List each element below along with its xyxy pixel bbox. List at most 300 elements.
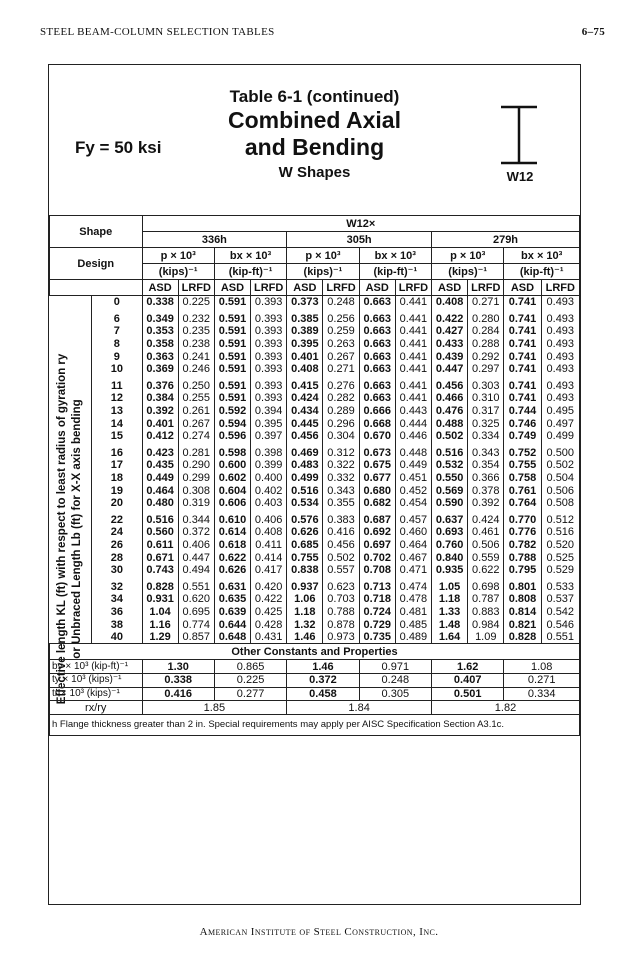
value-cell: 0.828 <box>142 580 178 593</box>
constant-value: 0.501 <box>432 687 504 701</box>
value-cell: 0.422 <box>251 593 287 606</box>
value-cell: 0.384 <box>142 392 178 405</box>
value-cell: 0.500 <box>541 447 579 460</box>
lrfd-header: LRFD <box>468 280 504 296</box>
unit-bx-header: (kip-ft)⁻¹ <box>214 264 286 280</box>
value-cell: 0.322 <box>323 459 359 472</box>
rx-ry-value: 1.85 <box>142 701 287 715</box>
value-cell: 0.713 <box>359 580 395 593</box>
value-cell: 0.411 <box>251 539 287 552</box>
value-cell: 0.648 <box>214 631 250 644</box>
weight-header: 279h <box>432 232 580 248</box>
value-cell: 0.729 <box>359 618 395 631</box>
table-subtitle: W Shapes <box>278 164 351 181</box>
label-gutter <box>50 539 92 552</box>
value-cell: 0.591 <box>214 296 250 309</box>
asd-header: ASD <box>359 280 395 296</box>
value-cell: 0.424 <box>287 392 323 405</box>
value-cell: 0.288 <box>468 338 504 351</box>
value-cell: 0.741 <box>504 392 541 405</box>
param-bx-header: bx × 10³ <box>359 248 431 264</box>
value-cell: 0.366 <box>468 472 504 485</box>
value-cell: 0.456 <box>323 539 359 552</box>
value-cell: 0.677 <box>359 472 395 485</box>
value-cell: 0.312 <box>323 447 359 460</box>
value-cell: 0.441 <box>395 350 431 363</box>
value-cell: 0.626 <box>287 526 323 539</box>
label-gutter <box>50 514 92 527</box>
value-cell: 0.427 <box>432 325 468 338</box>
value-cell: 0.590 <box>432 497 468 510</box>
effective-length-cell: 22 <box>92 514 142 527</box>
value-cell: 0.443 <box>395 405 431 418</box>
table-row <box>50 417 580 430</box>
label-gutter <box>50 472 92 485</box>
value-cell: 0.840 <box>432 551 468 564</box>
design-header: Design <box>50 248 143 280</box>
unit-p-header: (kips)⁻¹ <box>142 264 214 280</box>
value-cell: 0.594 <box>214 417 250 430</box>
value-cell: 0.376 <box>142 380 178 393</box>
vertical-label-line1: Effective length KL (ft) with respect to least radius of gyration ry <box>56 353 68 705</box>
value-cell: 0.516 <box>432 447 468 460</box>
table-row <box>50 447 580 460</box>
value-cell: 0.591 <box>214 392 250 405</box>
value-cell: 0.560 <box>142 526 178 539</box>
value-cell: 0.622 <box>468 564 504 577</box>
value-cell: 0.610 <box>214 514 250 527</box>
table-row <box>50 618 580 631</box>
value-cell: 0.414 <box>251 551 287 564</box>
label-gutter <box>50 296 92 309</box>
value-cell: 0.828 <box>504 631 541 644</box>
value-cell: 0.525 <box>541 551 579 564</box>
value-cell: 1.05 <box>432 580 468 593</box>
value-cell: 0.504 <box>541 472 579 485</box>
value-cell: 0.393 <box>251 338 287 351</box>
other-constants-heading: Other Constants and Properties <box>50 644 580 660</box>
lrfd-header: LRFD <box>395 280 431 296</box>
value-cell: 0.392 <box>468 497 504 510</box>
value-cell: 0.423 <box>142 447 178 460</box>
blank-header <box>50 280 143 296</box>
value-cell: 0.393 <box>251 296 287 309</box>
value-cell: 0.770 <box>504 514 541 527</box>
value-cell: 0.397 <box>251 430 287 443</box>
effective-length-cell: 14 <box>92 417 142 430</box>
effective-length-cell: 19 <box>92 484 142 497</box>
table-footnote: h Flange thickness greater than 2 in. Special requirements may apply per AISC Specification Section A3.1c. <box>50 714 580 735</box>
effective-length-cell: 20 <box>92 497 142 510</box>
constant-value: 0.416 <box>142 687 214 701</box>
constant-label: tr × 10³ (kips)⁻¹ <box>50 687 143 701</box>
value-cell: 0.304 <box>323 430 359 443</box>
value-cell: 0.447 <box>432 363 468 376</box>
weight-header: 305h <box>287 232 432 248</box>
value-cell: 0.935 <box>432 564 468 577</box>
value-cell: 0.383 <box>323 514 359 527</box>
value-cell: 0.623 <box>323 580 359 593</box>
value-cell: 1.06 <box>287 593 323 606</box>
value-cell: 0.452 <box>395 484 431 497</box>
value-cell: 0.506 <box>541 484 579 497</box>
value-cell: 0.776 <box>504 526 541 539</box>
value-cell: 0.502 <box>541 459 579 472</box>
value-cell: 0.493 <box>541 363 579 376</box>
label-gutter <box>50 430 92 443</box>
value-cell: 0.449 <box>395 459 431 472</box>
value-cell: 0.755 <box>504 459 541 472</box>
table-row <box>50 593 580 606</box>
constant-value: 0.334 <box>504 687 580 701</box>
value-cell: 0.529 <box>541 564 579 577</box>
value-cell: 0.433 <box>432 338 468 351</box>
table-row <box>50 313 580 326</box>
value-cell: 0.801 <box>504 580 541 593</box>
table-row <box>50 363 580 376</box>
value-cell: 0.685 <box>287 539 323 552</box>
value-cell: 0.476 <box>432 405 468 418</box>
value-cell: 0.493 <box>541 380 579 393</box>
value-cell: 0.752 <box>504 447 541 460</box>
value-cell: 0.460 <box>395 526 431 539</box>
table-row <box>50 631 580 644</box>
value-cell: 0.282 <box>323 392 359 405</box>
value-cell: 0.551 <box>541 631 579 644</box>
asd-header: ASD <box>142 280 178 296</box>
label-gutter <box>50 313 92 326</box>
value-cell: 0.441 <box>395 338 431 351</box>
value-cell: 1.32 <box>287 618 323 631</box>
value-cell: 0.444 <box>395 417 431 430</box>
value-cell: 0.596 <box>214 430 250 443</box>
constant-value: 0.225 <box>214 674 286 688</box>
value-cell: 0.319 <box>178 497 214 510</box>
value-cell: 0.395 <box>251 417 287 430</box>
value-cell: 0.741 <box>504 350 541 363</box>
value-cell: 0.445 <box>287 417 323 430</box>
value-cell: 0.546 <box>541 618 579 631</box>
value-cell: 0.516 <box>287 484 323 497</box>
lrfd-header: LRFD <box>251 280 287 296</box>
effective-length-cell: 36 <box>92 606 142 619</box>
value-cell: 0.883 <box>468 606 504 619</box>
value-cell: 0.698 <box>468 580 504 593</box>
value-cell: 0.454 <box>395 497 431 510</box>
value-cell: 0.502 <box>432 430 468 443</box>
value-cell: 0.693 <box>432 526 468 539</box>
table-row <box>50 405 580 418</box>
value-cell: 0.668 <box>359 417 395 430</box>
constant-value: 0.971 <box>359 660 431 674</box>
table-row <box>50 459 580 472</box>
effective-length-cell: 0 <box>92 296 142 309</box>
value-cell: 0.787 <box>468 593 504 606</box>
value-cell: 0.741 <box>504 313 541 326</box>
value-cell: 0.758 <box>504 472 541 485</box>
value-cell: 0.741 <box>504 363 541 376</box>
page-footer: American Institute of Steel Construction, Inc. <box>199 926 439 938</box>
weight-header: 336h <box>142 232 287 248</box>
table-title-line2: and Bending <box>244 134 385 160</box>
value-cell: 0.284 <box>468 325 504 338</box>
value-cell: 1.16 <box>142 618 178 631</box>
constant-row <box>50 674 580 688</box>
value-cell: 0.724 <box>359 606 395 619</box>
value-cell: 0.663 <box>359 296 395 309</box>
value-cell: 0.743 <box>142 564 178 577</box>
value-cell: 0.297 <box>468 363 504 376</box>
value-cell: 0.663 <box>359 392 395 405</box>
value-cell: 0.464 <box>142 484 178 497</box>
value-cell: 0.774 <box>178 618 214 631</box>
shape-series-label: W12 <box>506 169 534 184</box>
effective-length-cell: 7 <box>92 325 142 338</box>
value-cell: 0.317 <box>468 405 504 418</box>
value-cell: 0.271 <box>468 296 504 309</box>
label-gutter <box>50 631 92 644</box>
value-cell: 0.449 <box>142 472 178 485</box>
shape-name-header: W12× <box>142 216 580 232</box>
beam-column-table <box>49 215 580 736</box>
value-cell: 0.808 <box>504 593 541 606</box>
value-cell: 0.497 <box>541 417 579 430</box>
effective-length-cell: 16 <box>92 447 142 460</box>
table-row <box>50 472 580 485</box>
label-gutter <box>50 325 92 338</box>
value-cell: 0.401 <box>142 417 178 430</box>
value-cell: 0.354 <box>468 459 504 472</box>
value-cell: 0.663 <box>359 325 395 338</box>
value-cell: 0.235 <box>178 325 214 338</box>
value-cell: 0.984 <box>468 618 504 631</box>
value-cell: 0.499 <box>287 472 323 485</box>
value-cell: 0.424 <box>468 514 504 527</box>
value-cell: 0.372 <box>178 526 214 539</box>
effective-length-cell: 32 <box>92 580 142 593</box>
effective-length-cell: 15 <box>92 430 142 443</box>
value-cell: 0.474 <box>395 580 431 593</box>
value-cell: 0.480 <box>142 497 178 510</box>
value-cell: 0.471 <box>395 564 431 577</box>
label-gutter <box>50 593 92 606</box>
constant-value: 1.62 <box>432 660 504 674</box>
value-cell: 0.464 <box>395 539 431 552</box>
value-cell: 0.274 <box>178 430 214 443</box>
value-cell: 0.478 <box>395 593 431 606</box>
constant-value: 0.305 <box>359 687 431 701</box>
value-cell: 0.516 <box>541 526 579 539</box>
value-cell: 0.692 <box>359 526 395 539</box>
value-cell: 0.744 <box>504 405 541 418</box>
value-cell: 0.325 <box>468 417 504 430</box>
value-cell: 0.310 <box>468 392 504 405</box>
unit-bx-header: (kip-ft)⁻¹ <box>359 264 431 280</box>
effective-length-cell: 18 <box>92 472 142 485</box>
vertical-label-line2: or Unbraced Length Lb (ft) for X-X axis bending <box>71 399 83 659</box>
value-cell: 0.606 <box>214 497 250 510</box>
value-cell: 0.399 <box>251 459 287 472</box>
table-row <box>50 606 580 619</box>
value-cell: 0.403 <box>251 497 287 510</box>
value-cell: 1.04 <box>142 606 178 619</box>
value-cell: 0.466 <box>432 392 468 405</box>
value-cell: 1.18 <box>287 606 323 619</box>
value-cell: 0.557 <box>323 564 359 577</box>
constant-value: 1.46 <box>287 660 359 674</box>
value-cell: 0.456 <box>432 380 468 393</box>
value-cell: 0.441 <box>395 296 431 309</box>
page-number: 6–75 <box>581 26 605 38</box>
value-cell: 0.559 <box>468 551 504 564</box>
value-cell: 0.393 <box>251 313 287 326</box>
value-cell: 0.494 <box>178 564 214 577</box>
value-cell: 0.481 <box>395 606 431 619</box>
running-header-title: STEEL BEAM-COLUMN SELECTION TABLES <box>40 26 275 38</box>
value-cell: 0.441 <box>395 313 431 326</box>
label-gutter <box>50 580 92 593</box>
table-number: Table 6-1 (continued) <box>229 87 400 106</box>
value-cell: 0.431 <box>251 631 287 644</box>
value-cell: 0.363 <box>142 350 178 363</box>
running-header <box>40 26 605 42</box>
table-row <box>50 325 580 338</box>
value-cell: 0.495 <box>541 405 579 418</box>
value-cell: 1.33 <box>432 606 468 619</box>
value-cell: 0.532 <box>432 459 468 472</box>
value-cell: 0.598 <box>214 447 250 460</box>
constant-label: ty × 10³ (kips)⁻¹ <box>50 674 143 688</box>
value-cell: 0.408 <box>251 526 287 539</box>
table-row <box>50 484 580 497</box>
value-cell: 0.447 <box>178 551 214 564</box>
value-cell: 1.29 <box>142 631 178 644</box>
value-cell: 0.506 <box>468 539 504 552</box>
value-cell: 0.263 <box>323 338 359 351</box>
value-cell: 0.702 <box>359 551 395 564</box>
value-cell: 0.241 <box>178 350 214 363</box>
table-row <box>50 392 580 405</box>
value-cell: 0.488 <box>432 417 468 430</box>
value-cell: 1.18 <box>432 593 468 606</box>
value-cell: 0.408 <box>287 363 323 376</box>
value-cell: 0.764 <box>504 497 541 510</box>
value-cell: 0.591 <box>214 350 250 363</box>
value-cell: 1.46 <box>287 631 323 644</box>
value-cell: 0.493 <box>541 325 579 338</box>
value-cell: 0.618 <box>214 539 250 552</box>
value-cell: 0.425 <box>251 606 287 619</box>
value-cell: 0.682 <box>359 497 395 510</box>
value-cell: 0.687 <box>359 514 395 527</box>
value-cell: 0.398 <box>251 447 287 460</box>
value-cell: 0.467 <box>395 551 431 564</box>
value-cell: 0.666 <box>359 405 395 418</box>
value-cell: 0.428 <box>251 618 287 631</box>
label-gutter <box>50 405 92 418</box>
value-cell: 0.395 <box>287 338 323 351</box>
effective-length-cell: 38 <box>92 618 142 631</box>
value-cell: 0.469 <box>287 447 323 460</box>
value-cell: 0.303 <box>468 380 504 393</box>
lrfd-header: LRFD <box>323 280 359 296</box>
value-cell: 0.267 <box>323 350 359 363</box>
param-p-header: p × 10³ <box>287 248 359 264</box>
label-gutter <box>50 363 92 376</box>
value-cell: 0.857 <box>178 631 214 644</box>
value-cell: 0.232 <box>178 313 214 326</box>
value-cell: 0.344 <box>178 514 214 527</box>
shape-header: Shape <box>50 216 143 248</box>
value-cell: 0.441 <box>395 392 431 405</box>
label-gutter <box>50 350 92 363</box>
value-cell: 0.611 <box>142 539 178 552</box>
effective-length-cell: 30 <box>92 564 142 577</box>
value-cell: 1.09 <box>468 631 504 644</box>
value-cell: 0.401 <box>287 350 323 363</box>
unit-p-header: (kips)⁻¹ <box>432 264 504 280</box>
value-cell: 0.255 <box>178 392 214 405</box>
value-cell: 0.675 <box>359 459 395 472</box>
value-cell: 0.483 <box>287 459 323 472</box>
lrfd-header: LRFD <box>178 280 214 296</box>
value-cell: 0.369 <box>142 363 178 376</box>
value-cell: 0.620 <box>178 593 214 606</box>
constant-value: 0.338 <box>142 674 214 688</box>
effective-length-cell: 13 <box>92 405 142 418</box>
value-cell: 0.292 <box>468 350 504 363</box>
value-cell: 0.512 <box>541 514 579 527</box>
value-cell: 0.782 <box>504 539 541 552</box>
label-gutter <box>50 459 92 472</box>
table-frame <box>48 64 581 905</box>
value-cell: 0.741 <box>504 296 541 309</box>
constant-value: 1.08 <box>504 660 580 674</box>
constant-value: 0.277 <box>214 687 286 701</box>
table-row <box>50 539 580 552</box>
value-cell: 1.48 <box>432 618 468 631</box>
value-cell: 0.663 <box>359 313 395 326</box>
value-cell: 0.592 <box>214 405 250 418</box>
label-gutter <box>50 618 92 631</box>
label-gutter <box>50 606 92 619</box>
value-cell: 0.493 <box>541 296 579 309</box>
value-cell: 0.349 <box>142 313 178 326</box>
unit-bx-header: (kip-ft)⁻¹ <box>504 264 580 280</box>
value-cell: 0.225 <box>178 296 214 309</box>
value-cell: 0.931 <box>142 593 178 606</box>
effective-length-cell: 28 <box>92 551 142 564</box>
asd-header: ASD <box>504 280 541 296</box>
value-cell: 0.394 <box>251 405 287 418</box>
rx-ry-value: 1.82 <box>432 701 580 715</box>
label-gutter <box>50 564 92 577</box>
value-cell: 0.508 <box>541 497 579 510</box>
value-cell: 0.256 <box>323 313 359 326</box>
value-cell: 0.343 <box>468 447 504 460</box>
effective-length-cell: 6 <box>92 313 142 326</box>
value-cell: 0.631 <box>214 580 250 593</box>
value-cell: 0.591 <box>214 380 250 393</box>
value-cell: 0.746 <box>504 417 541 430</box>
value-cell: 0.435 <box>142 459 178 472</box>
value-cell: 1.64 <box>432 631 468 644</box>
value-cell: 0.248 <box>323 296 359 309</box>
value-cell: 0.741 <box>504 338 541 351</box>
value-cell: 0.576 <box>287 514 323 527</box>
asd-header: ASD <box>287 280 323 296</box>
label-gutter <box>50 338 92 351</box>
